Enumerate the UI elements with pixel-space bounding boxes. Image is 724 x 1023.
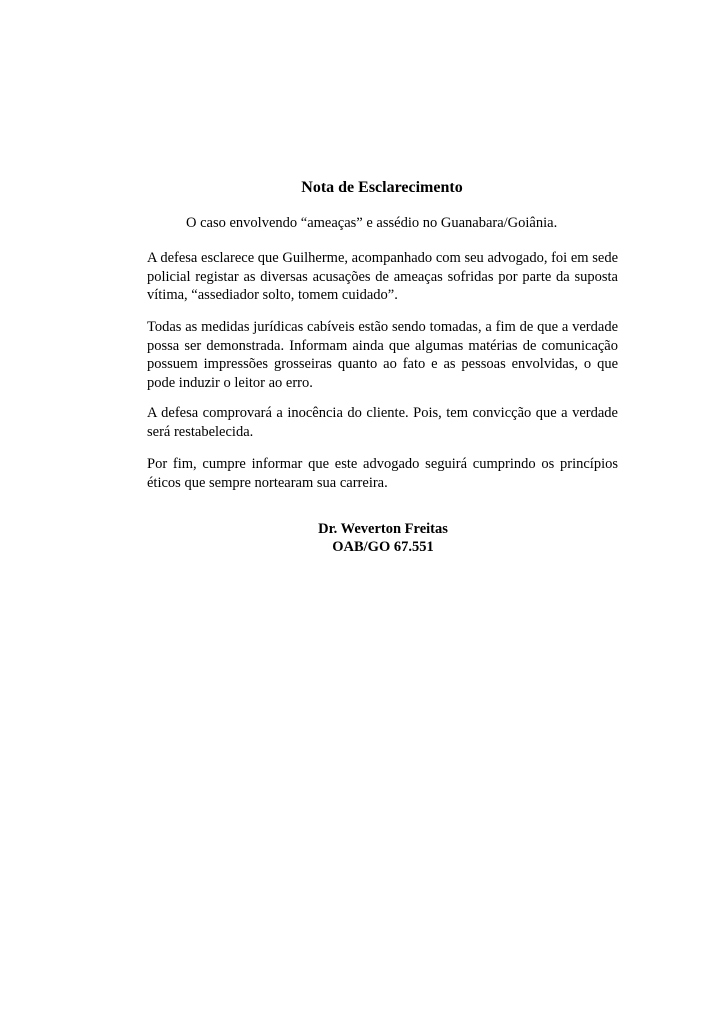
paragraph-defense-statement: A defesa esclarece que Guilherme, acompanhado com seu advogado, foi em sede policial registar as diversas acusações de ameaças sofridas por parte da suposta vítima, “assediador solto, tomem cuidado”. [147, 250, 618, 303]
signature-block [240, 520, 526, 556]
paragraph-legal-measures: Todas as medidas jurídicas cabíveis estão sendo tomadas, a fim de que a verdade possa ser demonstrada. Informam ainda que algumas matérias de comunicação possuem impressões grosseiras quanto ao fato e as pessoas envolvidas, o que pode induzir o leitor ao erro. [147, 319, 618, 391]
document-title: Nota de Esclarecimento [301, 179, 463, 196]
paragraph-innocence: A defesa comprovará a inocência do cliente. Pois, tem convicção que a verdade será restabelecida. [147, 405, 618, 440]
signature-registration: OAB/GO 67.551 [332, 539, 434, 555]
paragraph-closing: Por fim, cumpre informar que este advogado seguirá cumprindo os princípios éticos que sempre nortearam sua carreira. [147, 456, 618, 491]
signature-name: Dr. Weverton Freitas [318, 521, 448, 537]
document-subtitle: O caso envolvendo “ameaças” e assédio no Guanabara/Goiânia. [186, 215, 558, 231]
